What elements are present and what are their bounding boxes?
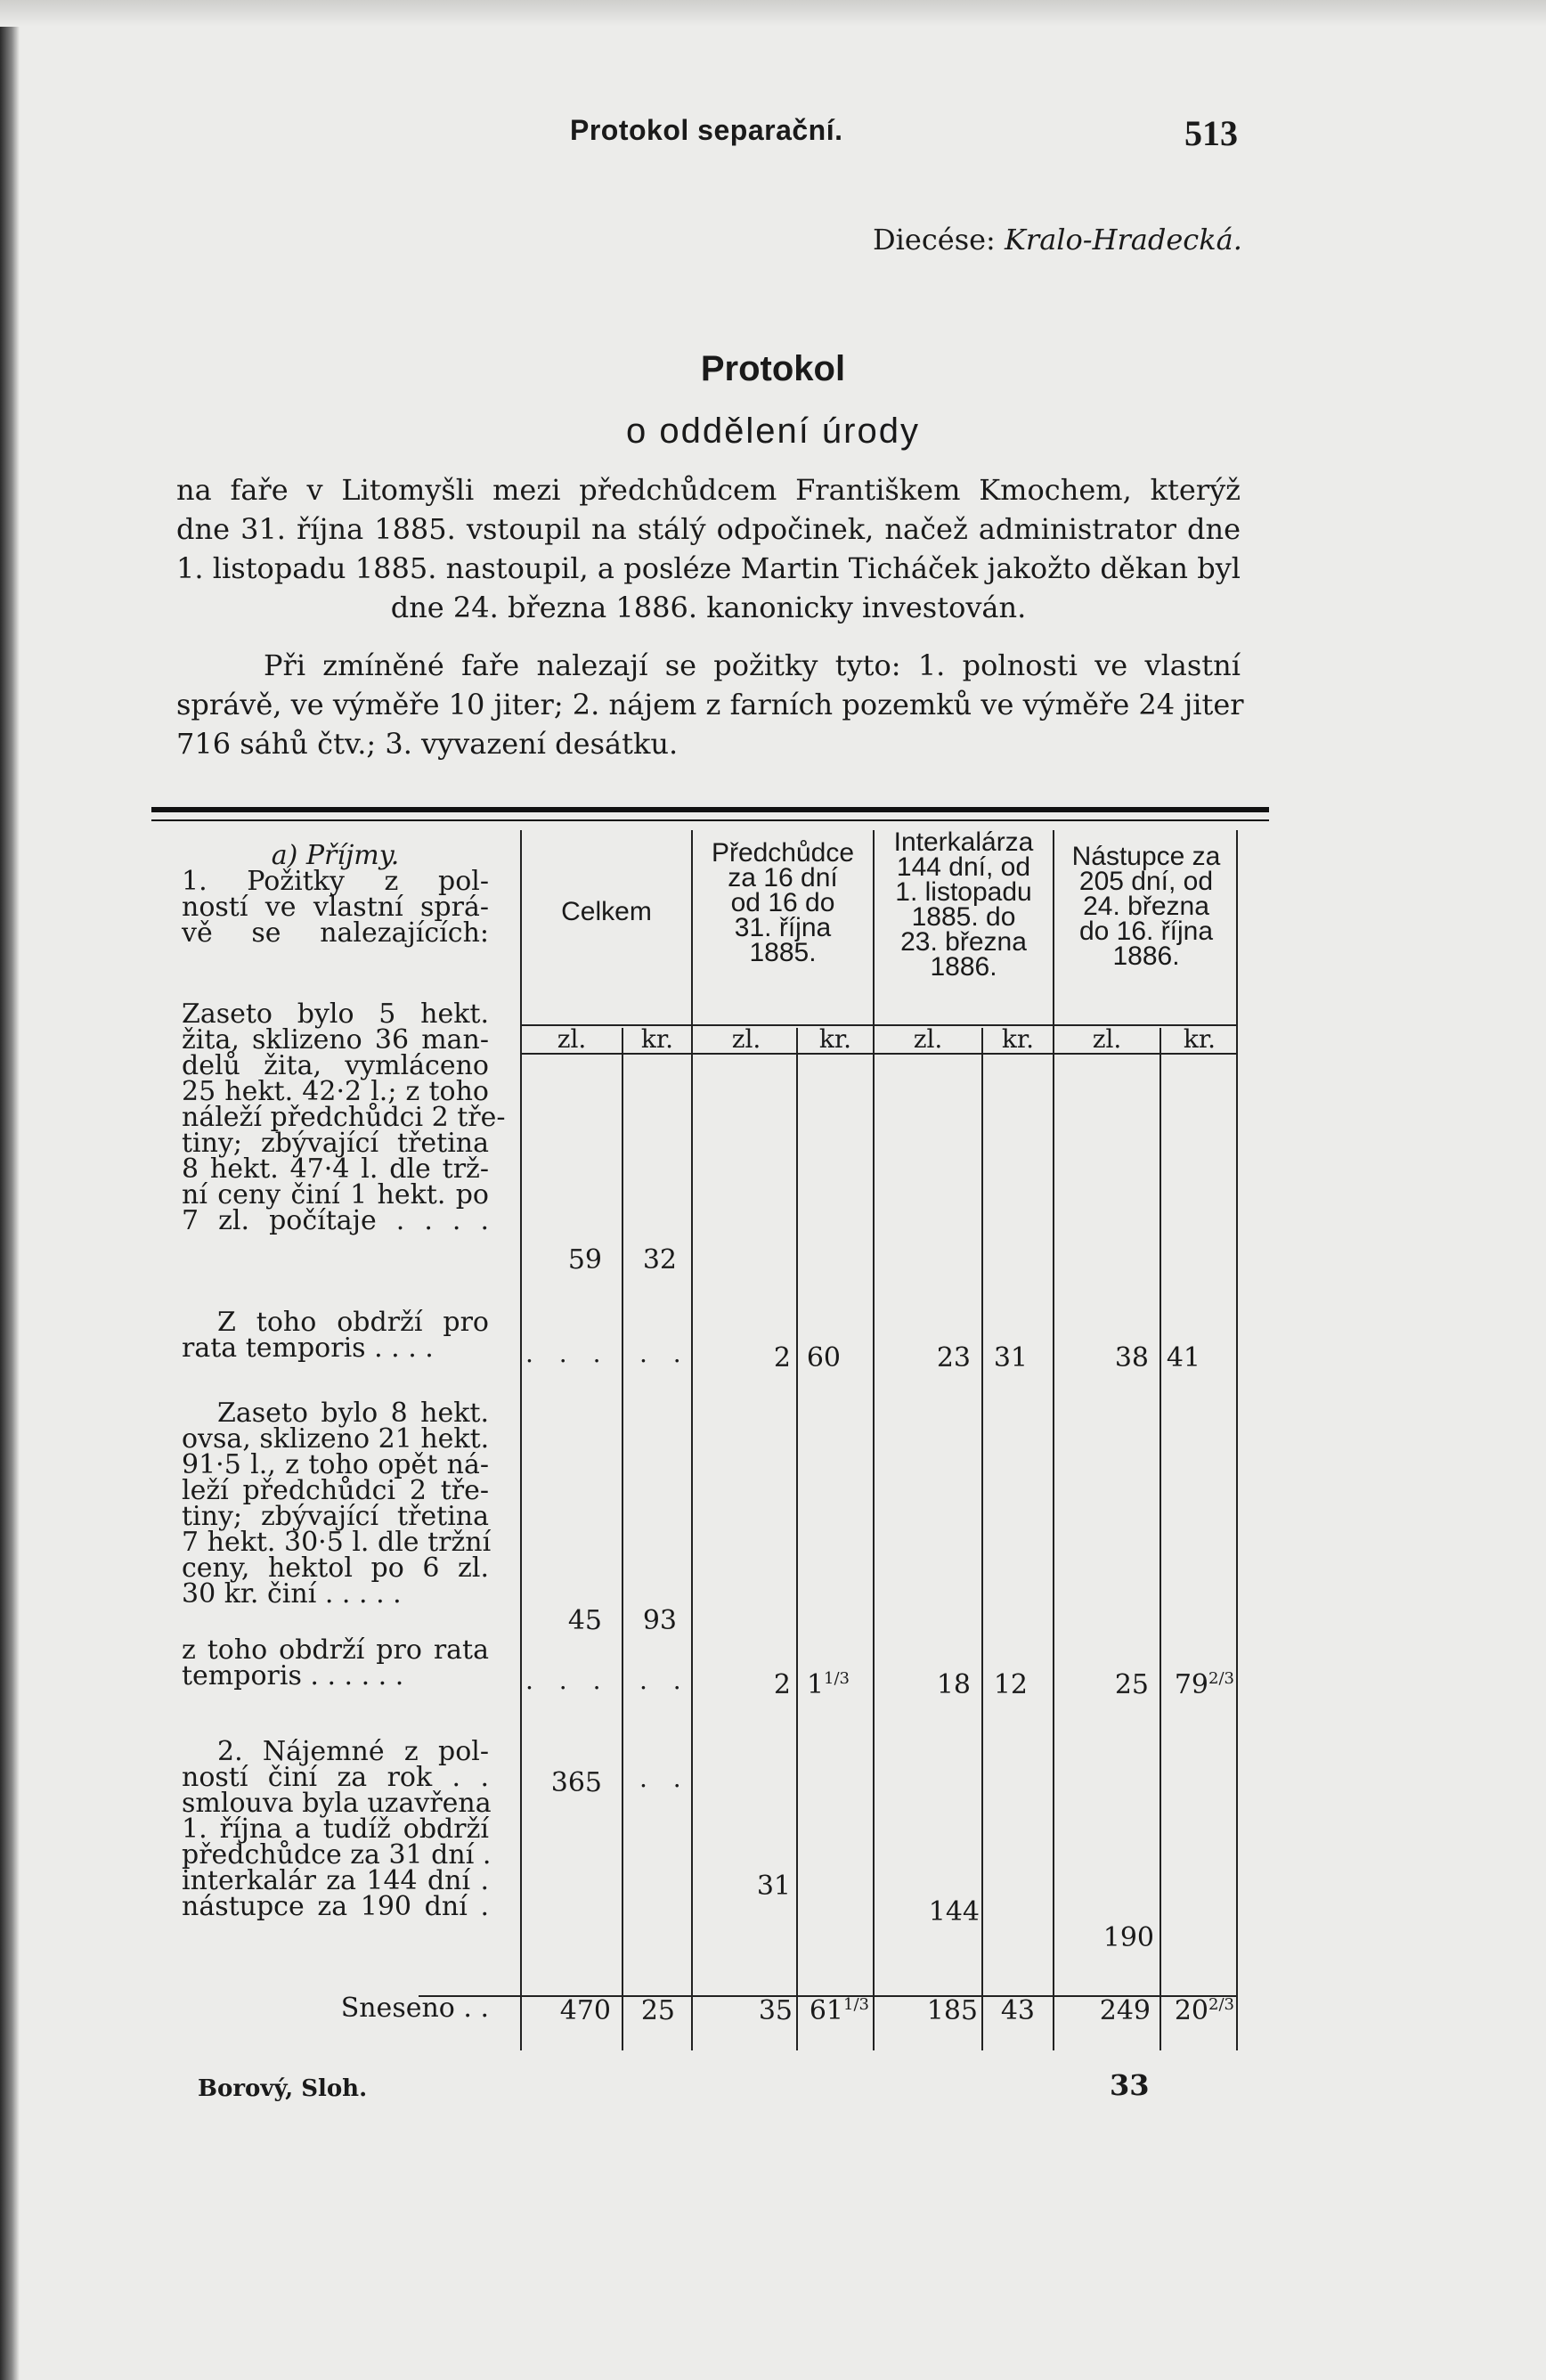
sum-int-zl: 185 (926, 1995, 978, 2026)
desc-line: předchůdce za 31 dní . (182, 1839, 492, 1871)
unit-zl: zl. (557, 1024, 587, 1054)
section-item-line: 1. Požitky z pol- (182, 866, 489, 897)
desc-line: 2. Nájemné z pol- (217, 1736, 489, 1767)
header-line: Předchůdce (711, 838, 855, 868)
header-line: Nástupce za (1071, 842, 1221, 871)
desc-line: 1. října a tudíž obdrží (182, 1814, 489, 1845)
kr-fraction: 2/3 (1208, 1995, 1234, 2014)
intro-line: dne 24. března 1886. kanonicky investován. (390, 591, 1027, 624)
cell-total-zl: 59 (567, 1244, 602, 1276)
cell-total-zl: . . . (525, 1666, 610, 1695)
section-item-line: vě se nalezajících: (182, 917, 489, 949)
column-header-successor (1054, 844, 1238, 969)
desc-line: smlouva byla uzavřena (182, 1788, 492, 1819)
kr-whole: 1 (806, 1669, 825, 1700)
page-number: 513 (1184, 113, 1238, 153)
sum-int-kr: 43 (1000, 1995, 1035, 2026)
header-line: 144 dní, od (896, 852, 1031, 882)
desc-line: interkalár za 144 dní . (182, 1865, 489, 1896)
desc-line: ovsa, sklizeno 21 hekt. (182, 1423, 490, 1455)
income-line: Při zmíněné faře nalezají se požitky tyto: 1. polnosti ve vlastní (264, 648, 1241, 682)
desc-line: 7 hekt. 30·5 l. dle tržní (182, 1527, 492, 1558)
cell-int-zl: 144 (928, 1896, 980, 1928)
row-rye-prorata-description (182, 1307, 489, 1364)
cell-pred-kr: 60 (806, 1342, 841, 1373)
header-line: 1. listopadu (895, 877, 1032, 907)
footer-sheet-number: 33 (1110, 2068, 1150, 2102)
desc-line: rata temporis . . . . (182, 1333, 434, 1364)
diocese-line (873, 223, 1242, 257)
income-paragraph (176, 646, 1244, 763)
header-line: Interkalárza (893, 827, 1034, 857)
desc-line: ností činí za rok . . (182, 1762, 489, 1793)
cell-pred-zl: 2 (773, 1669, 791, 1700)
unit-zl: zl. (731, 1024, 761, 1054)
kr-fraction: 2/3 (1208, 1669, 1234, 1688)
desc-line: ní ceny činí 1 hekt. po (182, 1179, 489, 1210)
cell-int-kr: 12 (993, 1669, 1028, 1700)
kr-whole: 61 (809, 1995, 844, 2026)
desc-line: 91·5 l., z toho opět ná- (182, 1449, 489, 1480)
sum-pred-kr (798, 1995, 869, 2026)
row-oats-prorata-description (182, 1634, 489, 1691)
kr-divider (1160, 1028, 1161, 2050)
intro-paragraph (176, 470, 1241, 627)
section-item-line: ností ve vlastní sprá- (182, 892, 489, 923)
desc-line: leží předchůdci 2 tře- (182, 1475, 489, 1506)
scan-edge-top (0, 0, 1546, 27)
header-line: 24. března (1083, 892, 1209, 921)
desc-line: Zaseto bylo 5 hekt. (182, 998, 489, 1030)
header-line: 205 dní, od (1078, 867, 1214, 896)
desc-line: temporis . . . . . . (182, 1660, 404, 1691)
header-line: do 16. října (1078, 917, 1214, 946)
sum-total-kr: 25 (640, 1995, 675, 2026)
cell-total-kr: 93 (642, 1605, 677, 1636)
section-heading: a) Příjmy. (271, 840, 400, 871)
section-heading-block (182, 840, 489, 949)
row-rent-description (182, 1736, 492, 1922)
desc-line: 8 hekt. 47·4 l. dle trž- (182, 1153, 489, 1185)
intro-line: na faře v Litomyšli mezi předchůdcem Františkem Kmochem, kterýž (176, 473, 1241, 507)
cell-annual-kr: . . (639, 1764, 690, 1793)
cell-total-zl: . . . (525, 1339, 610, 1368)
unit-kr: kr. (1001, 1024, 1035, 1054)
header-line: 1885. (749, 938, 817, 967)
column-divider (520, 830, 522, 2050)
column-header-total: Celkem (561, 897, 652, 926)
income-table (151, 821, 1269, 2050)
document-title: Protokol (700, 349, 846, 388)
desc-line: 7 zl. počítaje . . . . (182, 1205, 489, 1236)
cell-annual-zl: 365 (550, 1767, 602, 1798)
desc-line: náleží předchůdci 2 tře- (182, 1102, 506, 1133)
row-oats-description (182, 1398, 492, 1610)
cell-int-zl: 18 (936, 1669, 971, 1700)
cell-pred-zl: 31 (756, 1871, 791, 1902)
desc-line: delů žita, vymláceno (182, 1050, 489, 1081)
column-divider (873, 830, 875, 2050)
desc-line: 30 kr. činí . . . . . (182, 1578, 402, 1610)
cell-int-zl: 23 (936, 1342, 971, 1373)
cell-total-kr: . . (639, 1666, 690, 1695)
unit-zl: zl. (913, 1024, 943, 1054)
column-divider (1236, 830, 1238, 2050)
sum-total-zl: 470 (559, 1995, 611, 2026)
desc-line: Zaseto bylo 8 hekt. (217, 1398, 489, 1429)
desc-line: žita, sklizeno 36 man- (182, 1024, 489, 1056)
header-line: za 16 dní (728, 863, 838, 892)
kr-divider (796, 1028, 798, 2050)
kr-whole: 20 (1174, 1995, 1209, 2026)
unit-kr: kr. (640, 1024, 674, 1054)
kr-divider (981, 1028, 983, 2050)
intro-line: dne 31. října 1885. vstoupil na stálý odpočinek, načež administrator dne (176, 512, 1241, 546)
unit-zl: zl. (1092, 1024, 1122, 1054)
kr-whole: 79 (1174, 1669, 1209, 1700)
kr-fraction: 1/3 (843, 1995, 869, 2014)
desc-line: ceny, hektol po 6 zl. (182, 1553, 489, 1584)
header-line: 1886. (930, 952, 997, 982)
diocese-name: Kralo-Hradecká. (1005, 223, 1242, 257)
document-subtitle: o oddělení úrody (625, 412, 920, 451)
column-header-interim (875, 827, 1053, 982)
cell-succ-kr (1161, 1669, 1234, 1700)
cell-total-kr: 32 (642, 1244, 677, 1276)
unit-kr: kr. (1183, 1024, 1216, 1054)
cell-total-zl: 45 (567, 1605, 602, 1636)
header-line: 1885. do (911, 902, 1016, 932)
table-top-rule (151, 807, 1269, 812)
kr-fraction: 1/3 (824, 1669, 850, 1688)
desc-line: nástupce za 190 dní . (182, 1891, 489, 1922)
header-line: od 16 do (730, 888, 835, 917)
cell-succ-zl: 38 (1114, 1342, 1149, 1373)
income-line: správě, ve výměře 10 jiter; 2. nájem z farních pozemků ve výměře 24 jiter (176, 688, 1244, 721)
column-header-predecessor (693, 838, 873, 967)
running-title: Protokol separační. (570, 114, 843, 146)
desc-line: z toho obdrží pro rata (182, 1634, 489, 1666)
desc-line: tiny; zbývající třetina (182, 1501, 489, 1532)
cell-pred-zl: 2 (773, 1342, 791, 1373)
cell-int-kr: 31 (993, 1342, 1028, 1373)
header-line: 1886. (1112, 941, 1180, 971)
column-divider (1053, 830, 1054, 2050)
sum-succ-kr (1161, 1995, 1234, 2026)
unit-kr: kr. (818, 1024, 852, 1054)
cell-succ-kr: 41 (1166, 1342, 1200, 1373)
kr-divider (622, 1028, 623, 2050)
header-line: 23. března (900, 927, 1027, 957)
sum-label-block (182, 1993, 489, 2024)
desc-line: tiny; zbývající třetina (182, 1128, 489, 1159)
header-line: 31. října (734, 913, 832, 942)
cell-pred-kr (798, 1669, 850, 1700)
row-rye-description (182, 998, 506, 1236)
column-divider (691, 830, 693, 2050)
desc-line: Z toho obdrží pro (217, 1307, 489, 1338)
footer-signature: Borový, Sloh. (198, 2075, 368, 2102)
diocese-label: Diecése: (873, 223, 996, 257)
intro-line: 1. listopadu 1885. nastoupil, a posléze Martin Ticháček jakožto děkan byl (176, 551, 1241, 585)
sum-succ-zl: 249 (1099, 1995, 1151, 2026)
cell-total-kr: . . (639, 1339, 690, 1368)
desc-line: 25 hekt. 42·2 l.; z toho (182, 1076, 489, 1107)
cell-succ-zl: 25 (1114, 1669, 1149, 1700)
cell-succ-zl: 190 (1103, 1922, 1154, 1953)
sum-pred-zl: 35 (758, 1995, 793, 2026)
sum-label: Sneseno . . (340, 1993, 489, 2024)
income-line: 716 sáhů čtv.; 3. vyvazení desátku. (176, 727, 679, 761)
